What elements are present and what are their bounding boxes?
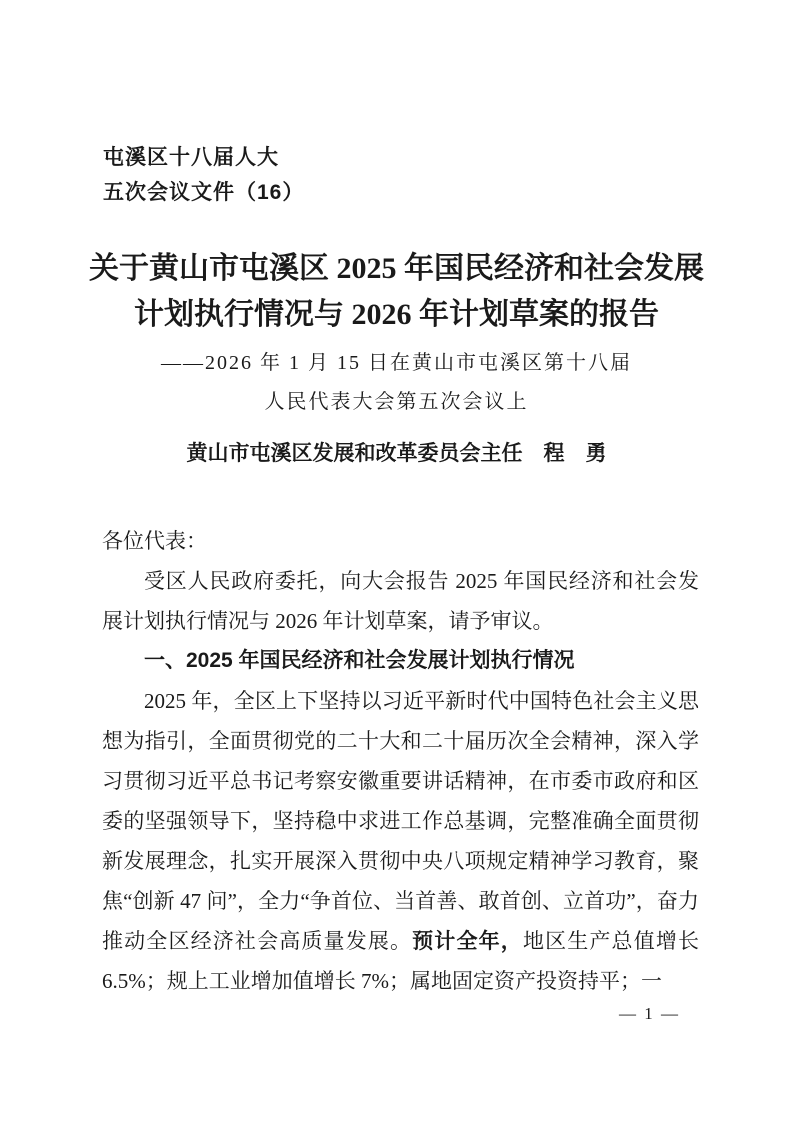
doc-subtitle (0, 344, 793, 422)
doc-number-line2: 五次会议文件（16） (103, 181, 305, 204)
doc-subtitle-line1: ——2026 年 1 月 15 日在黄山市屯溪区第十八届 (161, 352, 632, 374)
text-run: 一、2025 年国民经济和社会发展计划执行情况 (144, 649, 575, 672)
doc-author: 黄山市屯溪区发展和改革委员会主任 程 勇 (186, 442, 607, 465)
section-heading (102, 641, 699, 681)
doc-title (46, 246, 747, 338)
doc-subtitle-line2: 人民代表大会第五次会议上 (264, 391, 529, 413)
document-body (102, 521, 699, 1001)
doc-title-line2: 计划执行情况与 2026 年计划草案的报告 (134, 298, 659, 331)
text-run: 2025 年，全区上下坚持以习近平新时代中国特色社会主义思想为指引，全面贯彻党的二十大和二十届历次全会精神，深入学习贯彻习近平总书记考察安徽重要讲话精神，在市委市政府和区委的坚强领导下，坚持稳中求进工作总基调，完整准确全面贯彻新发展理念，扎实开展深入贯彻中央八项规定精神学习教育，聚焦“创新 47 问”，全力“争首位、当首善、敢首创、立首功”，奋力推动全区经济社会高质量发展。 (102, 689, 699, 953)
text-run: 各位代表： (102, 529, 207, 553)
doc-number-block (103, 140, 304, 210)
salutation (102, 521, 699, 561)
paragraph (102, 681, 699, 1001)
doc-number-line1: 屯溪区十八届人大 (103, 146, 279, 169)
bold-text-run: 预计全年， (412, 929, 523, 953)
text-run: 地区生产总值增长 6.5%；规上工业增加值增长 7%；属地固定资产投资持平；一 (102, 929, 700, 993)
paragraph (102, 561, 699, 641)
doc-title-line1: 关于黄山市屯溪区 2025 年国民经济和社会发展 (89, 252, 704, 285)
page-number: — 1 — (619, 1004, 680, 1023)
text-run: 受区人民政府委托，向大会报告 2025 年国民经济和社会发展计划执行情况与 2026 年计划草案，请予审议。 (102, 569, 699, 633)
